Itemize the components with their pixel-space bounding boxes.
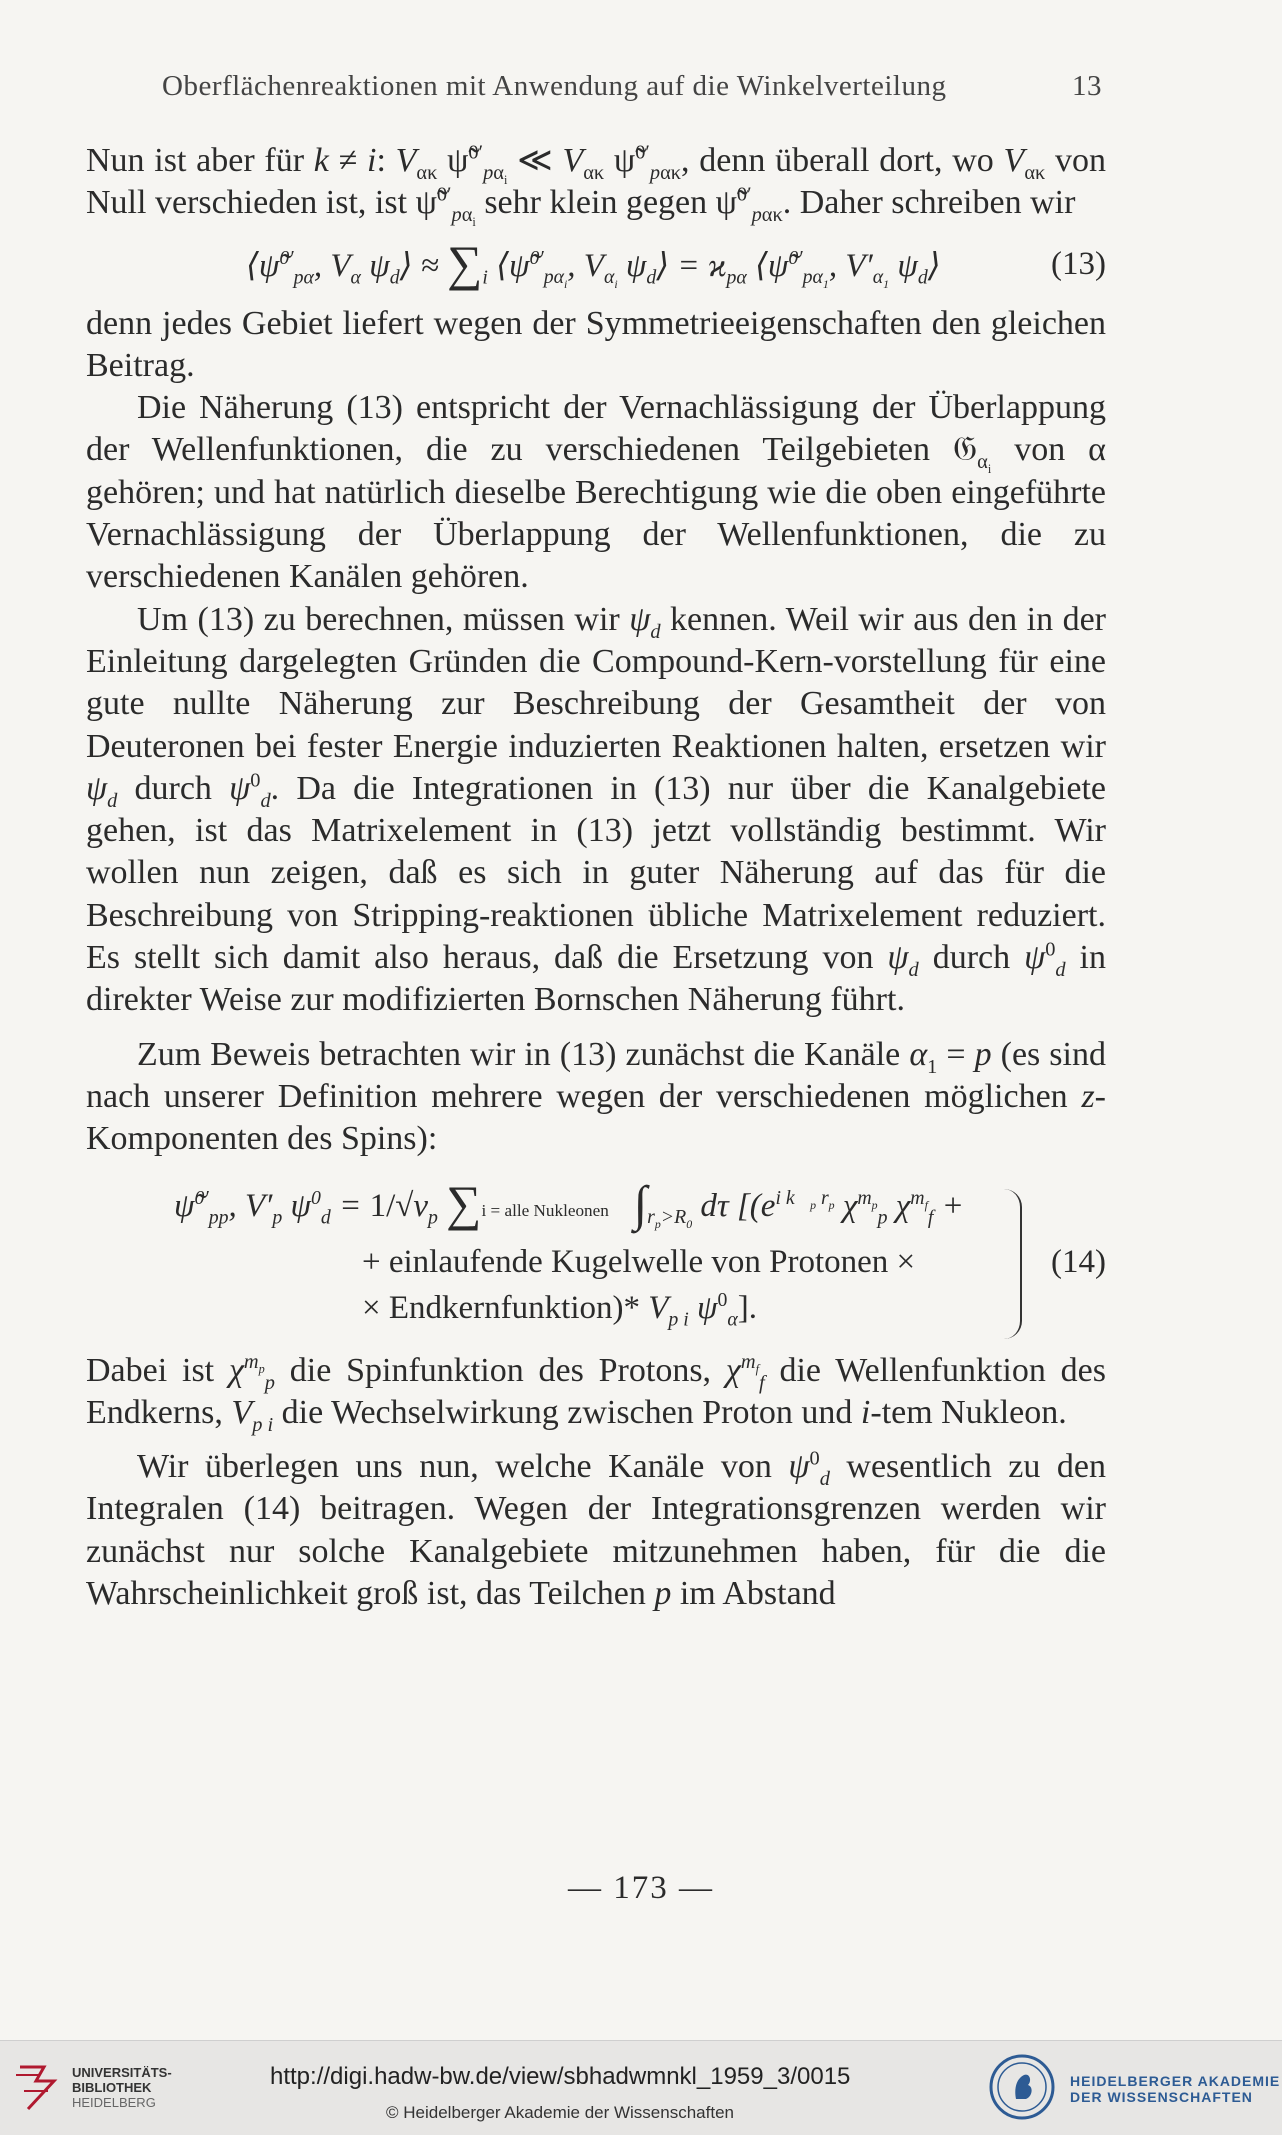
paragraph-4: Um (13) zu berechnen, müssen wir $\psi_d$ kennen. Weil wir aus den in der Einleitung dargelegten Gründen die Compound-Kern-vorstellung für eine gute nullte Näherung zur Beschreibung der Gesamtheit der von Deuteronen bei fester Energie induzierten Reaktionen halten, ersetzen wir $\psi_d$ durch $\psi^0_d$. Da die Integrationen in (13) nur über die Kanalgebiete gehen, ist das Matrixelement in (13) jetzt vollständig bestimmt. Wir wollen nun zeigen, daß es sich in guter Näherung auf das für die Beschreibung von Stripping-reaktionen übliche Matrixelement reduziert. Es stellt sich damit also heraus, daß die Ersetzung von $\psi_d$ durch $\psi^0_d$ in direkter Weise zur modifizierten Bornschen Näherung führt. <box>86 600 1107 1019</box>
source-url-link[interactable]: http://digi.hadw-bw.de/view/sbhadwmnkl_1959_3/0015 <box>270 2063 851 2090</box>
paragraph-5: Zum Beweis betrachten wir in (13) zunächst die Kanäle $\alpha_1 = p$ (es sind nach unserer Definition mehrere wegen der verschiedenen möglichen z-Komponenten des Spins): <box>86 1035 1106 1158</box>
equation-14-line-1: ψ̃$^{0'}_{pp}$, $V'_p$ $\psi^0_d = 1/√v_p$ ∑i = alle Nukleonen $\int_{r_p>R_0}$ dτ [($e^{i k⃗_p r_p}$ $\chi^{m_p}_p$ $\chi^{m_f}_f$ + <box>174 1175 964 1232</box>
body-text <box>86 140 1106 1615</box>
running-header <box>162 70 1102 103</box>
equation-14 <box>86 1169 1106 1344</box>
equation-14-line-3: × Endkernfunktion)* $V_{p i}$ $\psi^0_\alpha$]. <box>362 1288 758 1331</box>
page-number: 13 <box>1072 70 1102 102</box>
university-library-logo-icon <box>14 2061 60 2113</box>
equation-13-body: ⟨ψ̃$^{0'}_{p\alpha}$, $V_\alpha$ $\psi_d⟩ \approx \sum_i$ ⟨ψ̃$^{0'}_{p\alpha_i}$, $V_{\alpha_i}$ $\psi_d⟩ = ϰ_{p\alpha}$ ⟨ψ̃$^{0'}_{p\alpha_1}$, $V'_{\alpha_1}$ $\psi_d⟩$ <box>246 235 941 292</box>
paragraph-3: Die Näherung (13) entspricht der Vernachlässigung der Überlappung der Wellenfunktionen, die zu verschiedenen Teilgebieten 𝔊$_{\alpha_i}$ von α gehören; und hat natürlich dieselbe Berechtigung wie die oben eingeführte Vernachlässigung der Überlappung der Wellenfunktionen, die zu verschiedenen Kanälen gehören. <box>86 389 1106 596</box>
paragraph-7: Wir überlegen uns nun, welche Kanäle von $\psi^0_d$ wesentlich zu den Integralen (14) beitragen. Wegen der Integrationsgrenzen werden wir zunächst nur solche Kanalgebiete mitzunehmen haben, für die die Wahrscheinlichkeit groß ist, das Teilchen p im Abstand <box>86 1447 1106 1613</box>
academy-name: HEIDELBERGER AKADEMIE DER WISSENSCHAFTEN <box>1070 2073 1281 2105</box>
viewer-footer-bar <box>0 2040 1282 2135</box>
running-title: Oberflächenreaktionen mit Anwendung auf die Winkelverteilung <box>162 70 947 102</box>
equation-13 <box>86 225 1106 303</box>
paragraph-1: Nun ist aber für k ≠ i: $V_{\alpha\kappa}$ ψ̃$^{0'}_{p\alpha_i}$ ≪ $V_{\alpha\kappa}$ ψ̃$^{0'}_{p\alpha\kappa}$, denn überall dort, wo $V_{\alpha\kappa}$ von Null verschieden ist, ist ψ̃$^{0'}_{p\alpha_i}$ sehr klein gegen ψ̃$^{0'}_{p\alpha\kappa}$. Daher schreiben wir <box>86 141 1107 230</box>
equation-brace <box>998 1189 1022 1339</box>
equation-14-line-2: + einlaufende Kugelwelle von Protonen × <box>362 1243 916 1280</box>
equation-number: (14) <box>1051 1243 1106 1280</box>
sum-range: i = alle Nukleonen <box>481 1200 609 1220</box>
page-folio: — 173 — <box>568 1870 714 1906</box>
academy-seal-icon <box>988 2053 1056 2121</box>
university-library-name: UNIVERSITÄTS- BIBLIOTHEK HEIDELBERG <box>72 2065 172 2110</box>
copyright-notice: © Heidelberger Akademie der Wissenschaften <box>386 2103 734 2122</box>
paragraph-6: Dabei ist $\chi^{m_p}_p$ die Spinfunktion des Protons, $\chi^{m_f}_f$ die Wellenfunktion des Endkerns, $V_{p i}$ die Wechselwirkung zwischen Proton und i-tem Nukleon. <box>86 1351 1106 1436</box>
equation-number: (13) <box>1051 245 1106 282</box>
paragraph-2: denn jedes Gebiet liefert wegen der Symmetrieeigenschaften den gleichen Beitrag. <box>86 304 1106 384</box>
